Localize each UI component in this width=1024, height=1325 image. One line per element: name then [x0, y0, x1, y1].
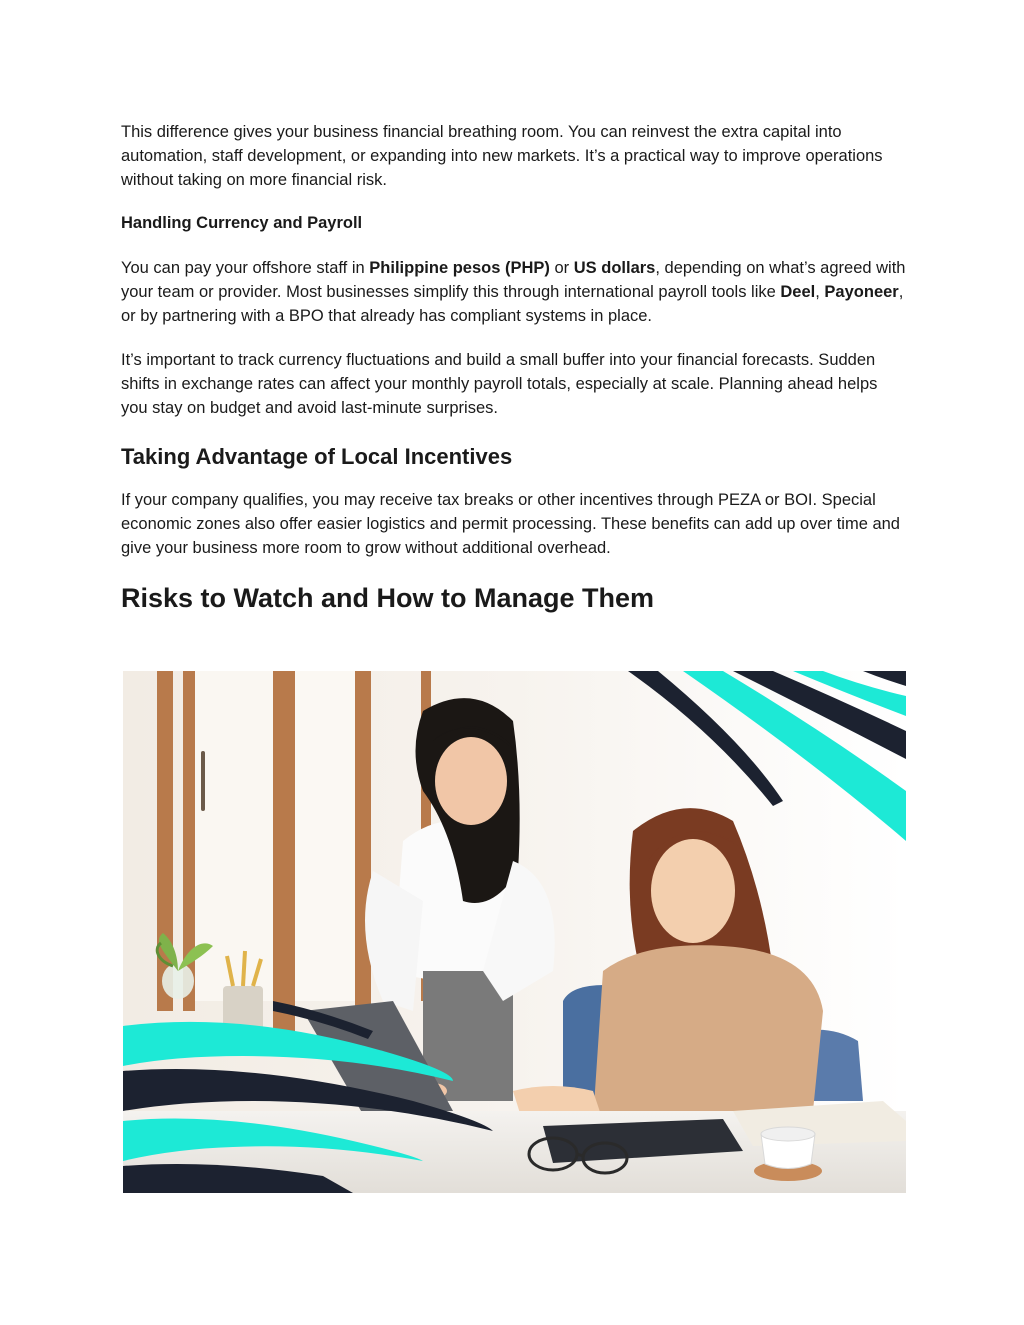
text: or — [549, 259, 574, 277]
text: , — [815, 283, 825, 301]
document-body — [121, 120, 906, 614]
heading-risks: Risks to Watch and How to Manage Them — [121, 583, 655, 613]
text: , depending on what’s agreed with your team or provider. Most businesses simplify this through international payroll tools like — [121, 259, 906, 301]
bold-deel: Deel — [780, 283, 816, 301]
paragraph-financial-room: This difference gives your business financial breathing room. You can reinvest the extra capital into automation, staff development, or expanding into new markets. It’s a practical way to improve operations without taking on more financial risk. — [121, 123, 883, 189]
text: You can pay your offshore staff in — [121, 259, 370, 277]
bold-php: Philippine pesos (PHP) — [369, 259, 550, 277]
heading-currency-payroll: Handling Currency and Payroll — [121, 214, 363, 232]
text: , or by partnering with a BPO that already has compliant systems in place. — [121, 283, 904, 325]
paragraph-currency-fluctuations: It’s important to track currency fluctuations and build a small buffer into your financial forecasts. Sudden shifts in exchange rates can affect your monthly payroll totals, especially at scale. Planning ahead helps you stay on budget and avoid last-minute surprises. — [121, 351, 878, 417]
paragraph-incentives: If your company qualifies, you may receive tax breaks or other incentives through PEZA or BOI. Special economic zones also offer easier logistics and permit processing. These benefits can add up over time and give your business more room to grow without additional overhead. — [121, 491, 900, 557]
bold-usd: US dollars — [573, 259, 656, 277]
heading-local-incentives: Taking Advantage of Local Incentives — [121, 444, 513, 469]
office-photo — [123, 671, 906, 1193]
paragraph-pay-staff — [121, 256, 906, 328]
bold-payoneer: Payoneer — [824, 283, 899, 301]
